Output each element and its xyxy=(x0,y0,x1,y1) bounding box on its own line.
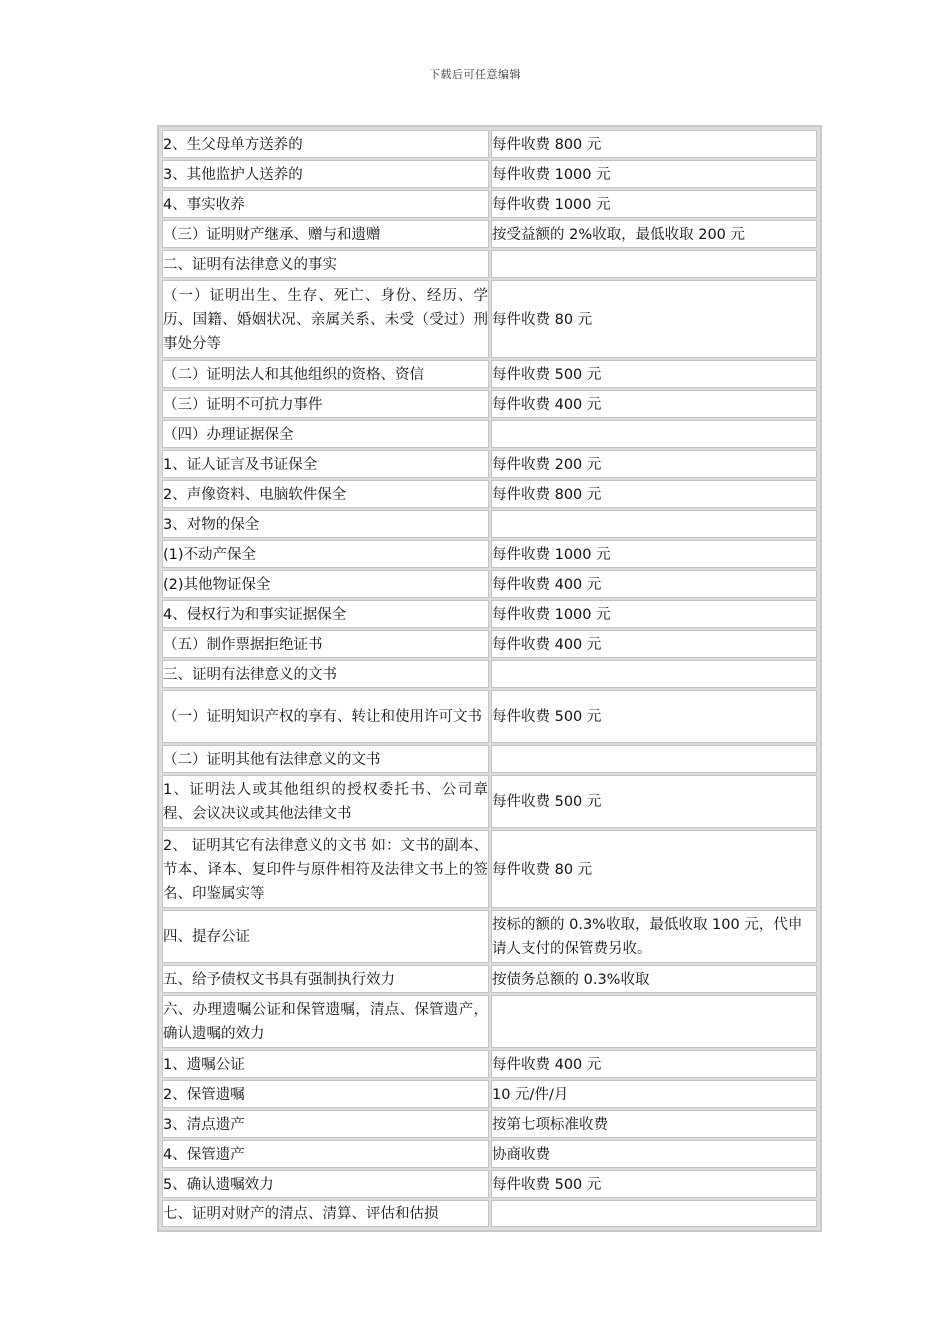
fee-amount-cell xyxy=(491,510,817,538)
fee-item-cell: 1、证人证言及书证保全 xyxy=(162,450,489,478)
fee-amount-cell: 每件收费 1000 元 xyxy=(491,600,817,628)
fee-row xyxy=(162,1170,817,1198)
fee-amount-cell: 协商收费 xyxy=(491,1140,817,1168)
fee-row xyxy=(162,910,817,963)
fee-item-cell: 1、遗嘱公证 xyxy=(162,1050,489,1078)
fee-item-cell: 3、对物的保全 xyxy=(162,510,489,538)
fee-amount-cell xyxy=(491,250,817,278)
fee-item-cell: （五）制作票据拒绝证书 xyxy=(162,630,489,658)
header-note: 下载后可任意编辑 xyxy=(429,68,521,81)
fee-item-cell: 2、保管遗嘱 xyxy=(162,1080,489,1108)
fee-row xyxy=(162,1050,817,1078)
fee-row xyxy=(162,1110,817,1138)
fee-row xyxy=(162,660,817,688)
fee-row xyxy=(162,745,817,773)
fee-amount-cell: 每件收费 500 元 xyxy=(491,775,817,828)
fee-row xyxy=(162,1200,817,1227)
fee-item-cell: （二）证明法人和其他组织的资格、资信 xyxy=(162,360,489,388)
fee-amount-cell: 每件收费 80 元 xyxy=(491,280,817,358)
fee-item-cell: （一）证明出生、生存、死亡、身份、经历、学历、国籍、婚姻状况、亲属关系、未受（受过）刑事处分等 xyxy=(162,280,489,358)
fee-item-cell: 四、提存公证 xyxy=(162,910,489,963)
fee-amount-cell xyxy=(491,420,817,448)
fee-item-cell: （三）证明不可抗力事件 xyxy=(162,390,489,418)
fee-item-cell: 3、清点遗产 xyxy=(162,1110,489,1138)
notary-fee-table xyxy=(157,125,822,1232)
fee-item-cell: 六、办理遗嘱公证和保管遗嘱，清点、保管遗产，确认遗嘱的效力 xyxy=(162,995,489,1048)
fee-amount-cell: 每件收费 500 元 xyxy=(491,690,817,743)
fee-amount-cell xyxy=(491,660,817,688)
fee-row xyxy=(162,190,817,218)
fee-amount-cell: 每件收费 1000 元 xyxy=(491,540,817,568)
fee-row xyxy=(162,280,817,358)
fee-amount-cell: 按第七项标准收费 xyxy=(491,1110,817,1138)
fee-row xyxy=(162,250,817,278)
fee-item-cell: 三、证明有法律意义的文书 xyxy=(162,660,489,688)
fee-row xyxy=(162,995,817,1048)
fee-amount-cell: 按受益额的 2%收取，最低收取 200 元 xyxy=(491,220,817,248)
fee-amount-cell: 每件收费 800 元 xyxy=(491,480,817,508)
fee-row xyxy=(162,360,817,388)
fee-item-cell: 3、其他监护人送养的 xyxy=(162,160,489,188)
fee-item-cell: （四）办理证据保全 xyxy=(162,420,489,448)
fee-row xyxy=(162,600,817,628)
fee-row xyxy=(162,220,817,248)
fee-amount-cell: 每件收费 400 元 xyxy=(491,570,817,598)
fee-item-cell: 4、事实收养 xyxy=(162,190,489,218)
fee-item-cell: 4、保管遗产 xyxy=(162,1140,489,1168)
fee-row xyxy=(162,1140,817,1168)
fee-row xyxy=(162,775,817,828)
fee-amount-cell: 每件收费 80 元 xyxy=(491,830,817,908)
fee-item-cell: (2)其他物证保全 xyxy=(162,570,489,598)
fee-item-cell: 五、给予债权文书具有强制执行效力 xyxy=(162,965,489,993)
fee-amount-cell xyxy=(491,745,817,773)
fee-amount-cell xyxy=(491,995,817,1048)
fee-amount-cell: 每件收费 200 元 xyxy=(491,450,817,478)
fee-item-cell: 5、确认遗嘱效力 xyxy=(162,1170,489,1198)
fee-row xyxy=(162,160,817,188)
fee-row xyxy=(162,965,817,993)
fee-item-cell: 1、证明法人或其他组织的授权委托书、公司章程、会议决议或其他法律文书 xyxy=(162,775,489,828)
fee-row xyxy=(162,420,817,448)
fee-item-cell: 2、声像资料、电脑软件保全 xyxy=(162,480,489,508)
fee-row xyxy=(162,630,817,658)
fee-item-cell: (1)不动产保全 xyxy=(162,540,489,568)
fee-amount-cell: 每件收费 400 元 xyxy=(491,630,817,658)
fee-row xyxy=(162,450,817,478)
fee-row xyxy=(162,540,817,568)
fee-amount-cell: 按标的额的 0.3%收取，最低收取 100 元，代申请人支付的保管费另收。 xyxy=(491,910,817,963)
fee-row xyxy=(162,510,817,538)
fee-amount-cell: 每件收费 800 元 xyxy=(491,130,817,158)
fee-amount-cell: 每件收费 500 元 xyxy=(491,1170,817,1198)
fee-row xyxy=(162,480,817,508)
fee-item-cell: 4、侵权行为和事实证据保全 xyxy=(162,600,489,628)
fee-table-body xyxy=(162,130,817,1227)
fee-row xyxy=(162,390,817,418)
fee-row xyxy=(162,570,817,598)
fee-item-cell: 2、生父母单方送养的 xyxy=(162,130,489,158)
fee-amount-cell: 每件收费 400 元 xyxy=(491,1050,817,1078)
fee-item-cell: （三）证明财产继承、赠与和遗赠 xyxy=(162,220,489,248)
fee-amount-cell: 每件收费 1000 元 xyxy=(491,160,817,188)
fee-amount-cell: 每件收费 1000 元 xyxy=(491,190,817,218)
fee-amount-cell xyxy=(491,1200,817,1227)
fee-item-cell: （一）证明知识产权的享有、转让和使用许可文书 xyxy=(162,690,489,743)
fee-row xyxy=(162,830,817,908)
fee-row xyxy=(162,1080,817,1108)
fee-row xyxy=(162,690,817,743)
fee-item-cell: 七、证明对财产的清点、清算、评估和估损 xyxy=(162,1200,489,1227)
fee-item-cell: 2、 证明其它有法律意义的文书 如：文书的副本、节本、译本、复印件与原件相符及法律文书上的签名、印鉴属实等 xyxy=(162,830,489,908)
fee-item-cell: 二、证明有法律意义的事实 xyxy=(162,250,489,278)
fee-row xyxy=(162,130,817,158)
fee-amount-cell: 按债务总额的 0.3%收取 xyxy=(491,965,817,993)
fee-amount-cell: 每件收费 400 元 xyxy=(491,390,817,418)
fee-amount-cell: 10 元/件/月 xyxy=(491,1080,817,1108)
fee-amount-cell: 每件收费 500 元 xyxy=(491,360,817,388)
fee-item-cell: （二）证明其他有法律意义的文书 xyxy=(162,745,489,773)
